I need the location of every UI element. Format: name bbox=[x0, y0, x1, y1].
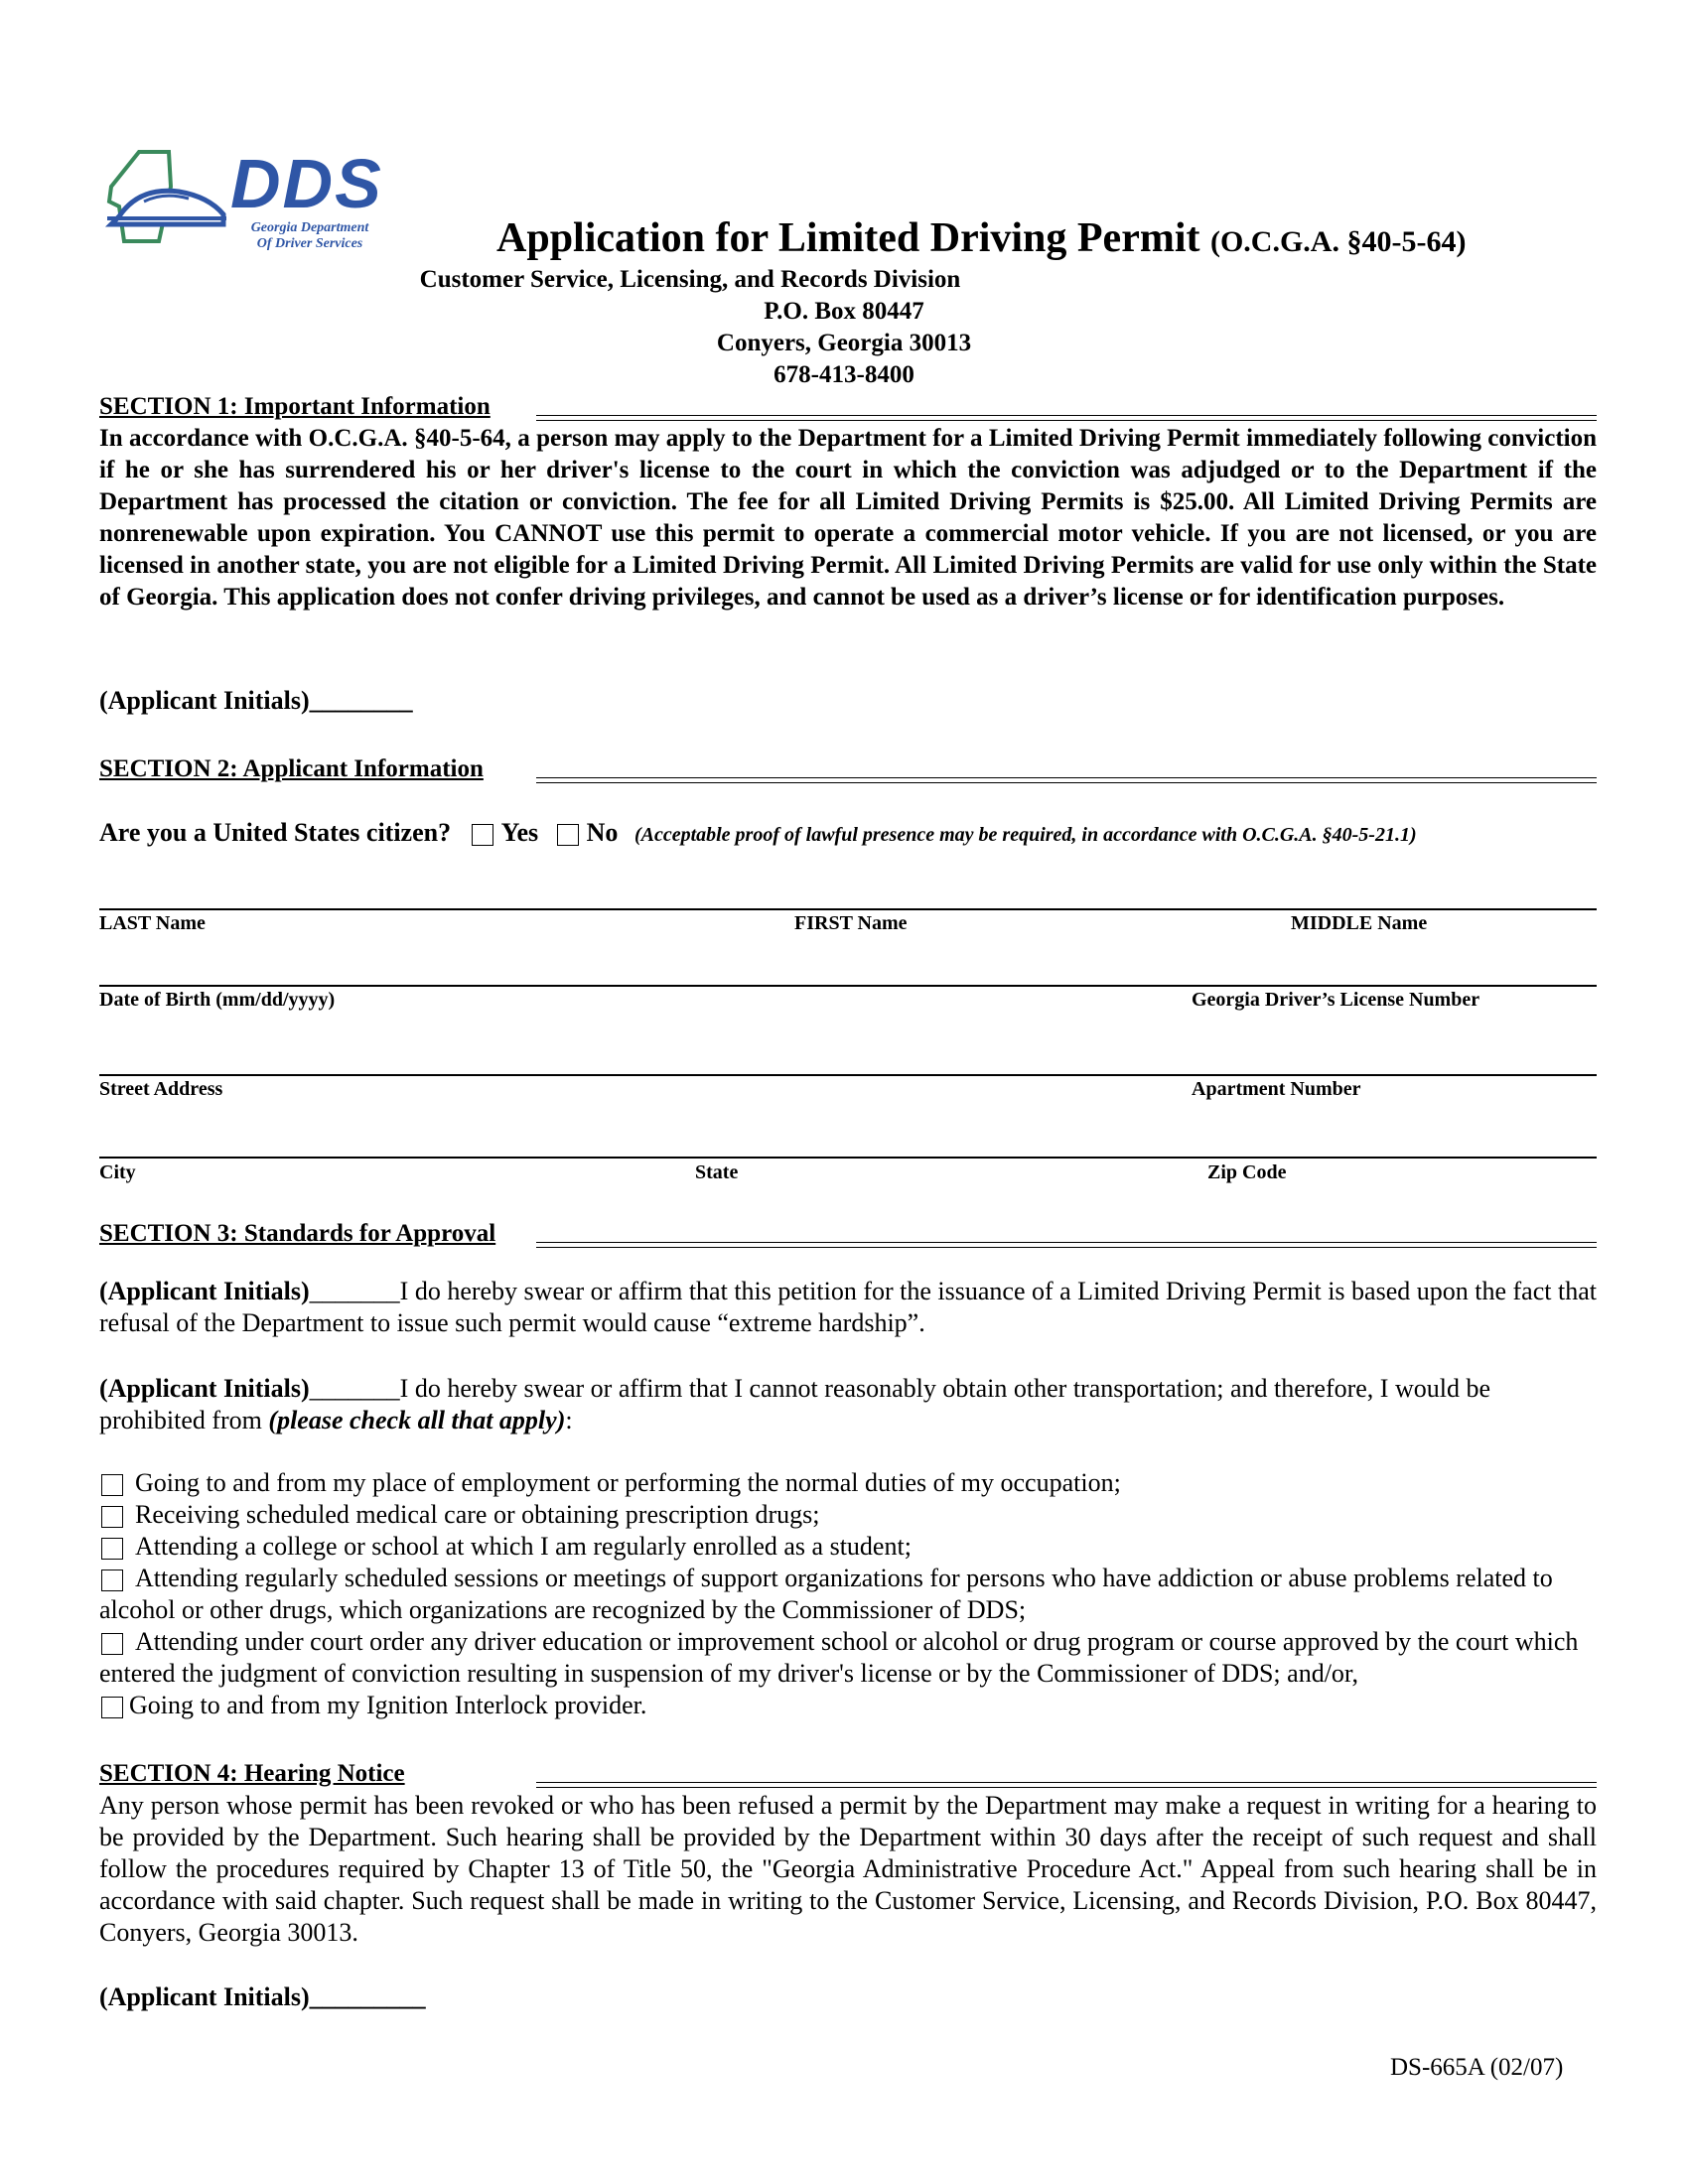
city-input-line[interactable] bbox=[99, 1157, 1597, 1159]
logo-acronym: DDS bbox=[230, 145, 383, 222]
citizen-question: Are you a United States citizen? bbox=[99, 818, 452, 847]
statement1-block bbox=[99, 1276, 1597, 1339]
statement2-initials-blank[interactable]: _______ bbox=[309, 1374, 400, 1403]
city-label: City bbox=[99, 1161, 136, 1183]
first-name-label: FIRST Name bbox=[794, 912, 908, 934]
section1-heading: SECTION 1: Important Information bbox=[99, 393, 491, 420]
citizen-no-label: No bbox=[586, 818, 619, 847]
citizen-yes-label: Yes bbox=[500, 818, 539, 847]
street-input-line[interactable] bbox=[99, 1074, 1597, 1076]
statement2-text: I do hereby swear or affirm that I cannot reasonably obtain other transportation; and therefore, I would be prohibited from bbox=[99, 1374, 1491, 1434]
option-employment-checkbox[interactable] bbox=[101, 1474, 123, 1496]
option-interlock-label: Going to and from my Ignition Interlock provider. bbox=[129, 1691, 647, 1719]
statement2-emphasis: (please check all that apply) bbox=[268, 1406, 566, 1434]
logo-subtitle bbox=[230, 220, 389, 252]
statement1-text: I do hereby swear or affirm that this petition for the issuance of a Limited Driving Permit is based upon the fact that refusal of the Department to issue such permit would cause “extreme hardship”. bbox=[99, 1277, 1597, 1337]
middle-name-label: MIDDLE Name bbox=[1291, 912, 1428, 934]
last-name-label: LAST Name bbox=[99, 912, 206, 934]
title-text: Application for Limited Driving Permit bbox=[496, 215, 1200, 261]
option-employment bbox=[99, 1467, 1597, 1499]
option-school bbox=[99, 1531, 1597, 1563]
statement1-initials: (Applicant Initials) bbox=[99, 1277, 310, 1305]
division-name: Customer Service, Licensing, and Records Division bbox=[419, 266, 961, 293]
citizen-yes-checkbox[interactable] bbox=[472, 824, 493, 846]
title-citation: (O.C.G.A. §40-5-64) bbox=[1209, 225, 1467, 258]
option-medical-label: Receiving scheduled medical care or obtaining prescription drugs; bbox=[135, 1500, 820, 1529]
section1-rule bbox=[536, 415, 1597, 421]
section1-body: In accordance with O.C.G.A. §40-5-64, a person may apply to the Department for a Limited Driving Permit immediately following conviction if he or she has surrendered his or her driver's license to the court in which the conviction was adjudged or to the Department if the Department has processed the citation or conviction. The fee for all Limited Driving Permits is $25.00. All Limited Driving Permits are nonrenewable upon expiration. You CANNOT use this permit to operate a commercial motor vehicle. If you are not licensed, or you are licensed in another state, you are not eligible for a Limited Driving Permit. All Limited Driving Permits are valid for use only within the State of Georgia. This application does not confer driving privileges, and cannot be used as a driver’s license or for identification purposes. bbox=[99, 425, 1597, 611]
street-label: Street Address bbox=[99, 1078, 223, 1100]
option-interlock bbox=[99, 1690, 1597, 1721]
option-court bbox=[99, 1626, 1597, 1690]
section1-initials[interactable]: (Applicant Initials)________ bbox=[99, 686, 413, 715]
section2-rule bbox=[536, 777, 1597, 783]
city-state-zip: Conyers, Georgia 30013 bbox=[716, 330, 972, 356]
name-input-line[interactable] bbox=[99, 908, 1597, 910]
option-school-label: Attending a college or school at which I am regularly enrolled as a student; bbox=[135, 1532, 912, 1561]
option-medical bbox=[99, 1499, 1597, 1531]
page-title bbox=[496, 213, 1466, 267]
statement1-initials-blank[interactable]: _______ bbox=[309, 1277, 400, 1305]
option-employment-label: Going to and from my place of employment or performing the normal duties of my occupation; bbox=[135, 1468, 1121, 1497]
state-label: State bbox=[695, 1161, 739, 1183]
apartment-label: Apartment Number bbox=[1192, 1078, 1361, 1100]
phone-number: 678-413-8400 bbox=[774, 361, 914, 388]
section4-body: Any person whose permit has been revoked or who has been refused a permit by the Department may make a request in writing for a hearing to be provided by the Department. Such hearing shall be provided by the Department within 30 days after the receipt of such request and shall follow the procedures required by Chapter 13 of Title 50, the "Georgia Administrative Procedure Act." Appeal from such hearing shall be in accordance with said chapter. Such request shall be made in writing to the Customer Service, Licensing, and Records Division, P.O. Box 80447, Conyers, Georgia 30013. bbox=[99, 1791, 1597, 1947]
option-support-checkbox[interactable] bbox=[101, 1570, 123, 1591]
logo-line1: Georgia Department bbox=[250, 220, 369, 235]
section4-heading: SECTION 4: Hearing Notice bbox=[99, 1760, 405, 1787]
form-number: DS-665A (02/07) bbox=[1390, 2054, 1564, 2081]
dob-input-line[interactable] bbox=[99, 985, 1597, 987]
option-interlock-checkbox[interactable] bbox=[101, 1697, 123, 1718]
statement2-end: : bbox=[565, 1406, 573, 1434]
option-medical-checkbox[interactable] bbox=[101, 1506, 123, 1528]
option-school-checkbox[interactable] bbox=[101, 1538, 123, 1560]
citizen-question-row bbox=[99, 817, 1648, 851]
section4-initials[interactable]: (Applicant Initials)_________ bbox=[99, 1982, 426, 2011]
statement2-initials: (Applicant Initials) bbox=[99, 1374, 310, 1403]
section3-rule bbox=[536, 1242, 1597, 1248]
zip-label: Zip Code bbox=[1207, 1161, 1287, 1183]
statement2-block bbox=[99, 1373, 1597, 1436]
dob-label: Date of Birth (mm/dd/yyyy) bbox=[99, 989, 336, 1011]
option-court-label: Attending under court order any driver education or improvement school or alcohol or drug program or course approved by the court which entered the judgment of conviction resulting in suspension of my driver's license or by the Commissioner of DDS; and/or, bbox=[99, 1627, 1579, 1688]
logo-line2: Of Driver Services bbox=[256, 236, 363, 251]
po-box: P.O. Box 80447 bbox=[764, 298, 924, 325]
citizen-note: (Acceptable proof of lawful presence may be required, in accordance with O.C.G.A. §40-5-21.1) bbox=[633, 824, 1417, 846]
option-support-label: Attending regularly scheduled sessions or meetings of support organizations for persons who have addiction or abuse problems related to alcohol or other drugs, which organizations are recognized by the Commissioner of DDS; bbox=[99, 1564, 1553, 1624]
section3-heading: SECTION 3: Standards for Approval bbox=[99, 1220, 496, 1247]
option-court-checkbox[interactable] bbox=[101, 1633, 123, 1655]
option-support bbox=[99, 1563, 1597, 1626]
license-number-label: Georgia Driver’s License Number bbox=[1192, 989, 1480, 1011]
section2-heading: SECTION 2: Applicant Information bbox=[99, 755, 484, 782]
citizen-no-checkbox[interactable] bbox=[557, 824, 579, 846]
section4-rule bbox=[536, 1782, 1597, 1788]
